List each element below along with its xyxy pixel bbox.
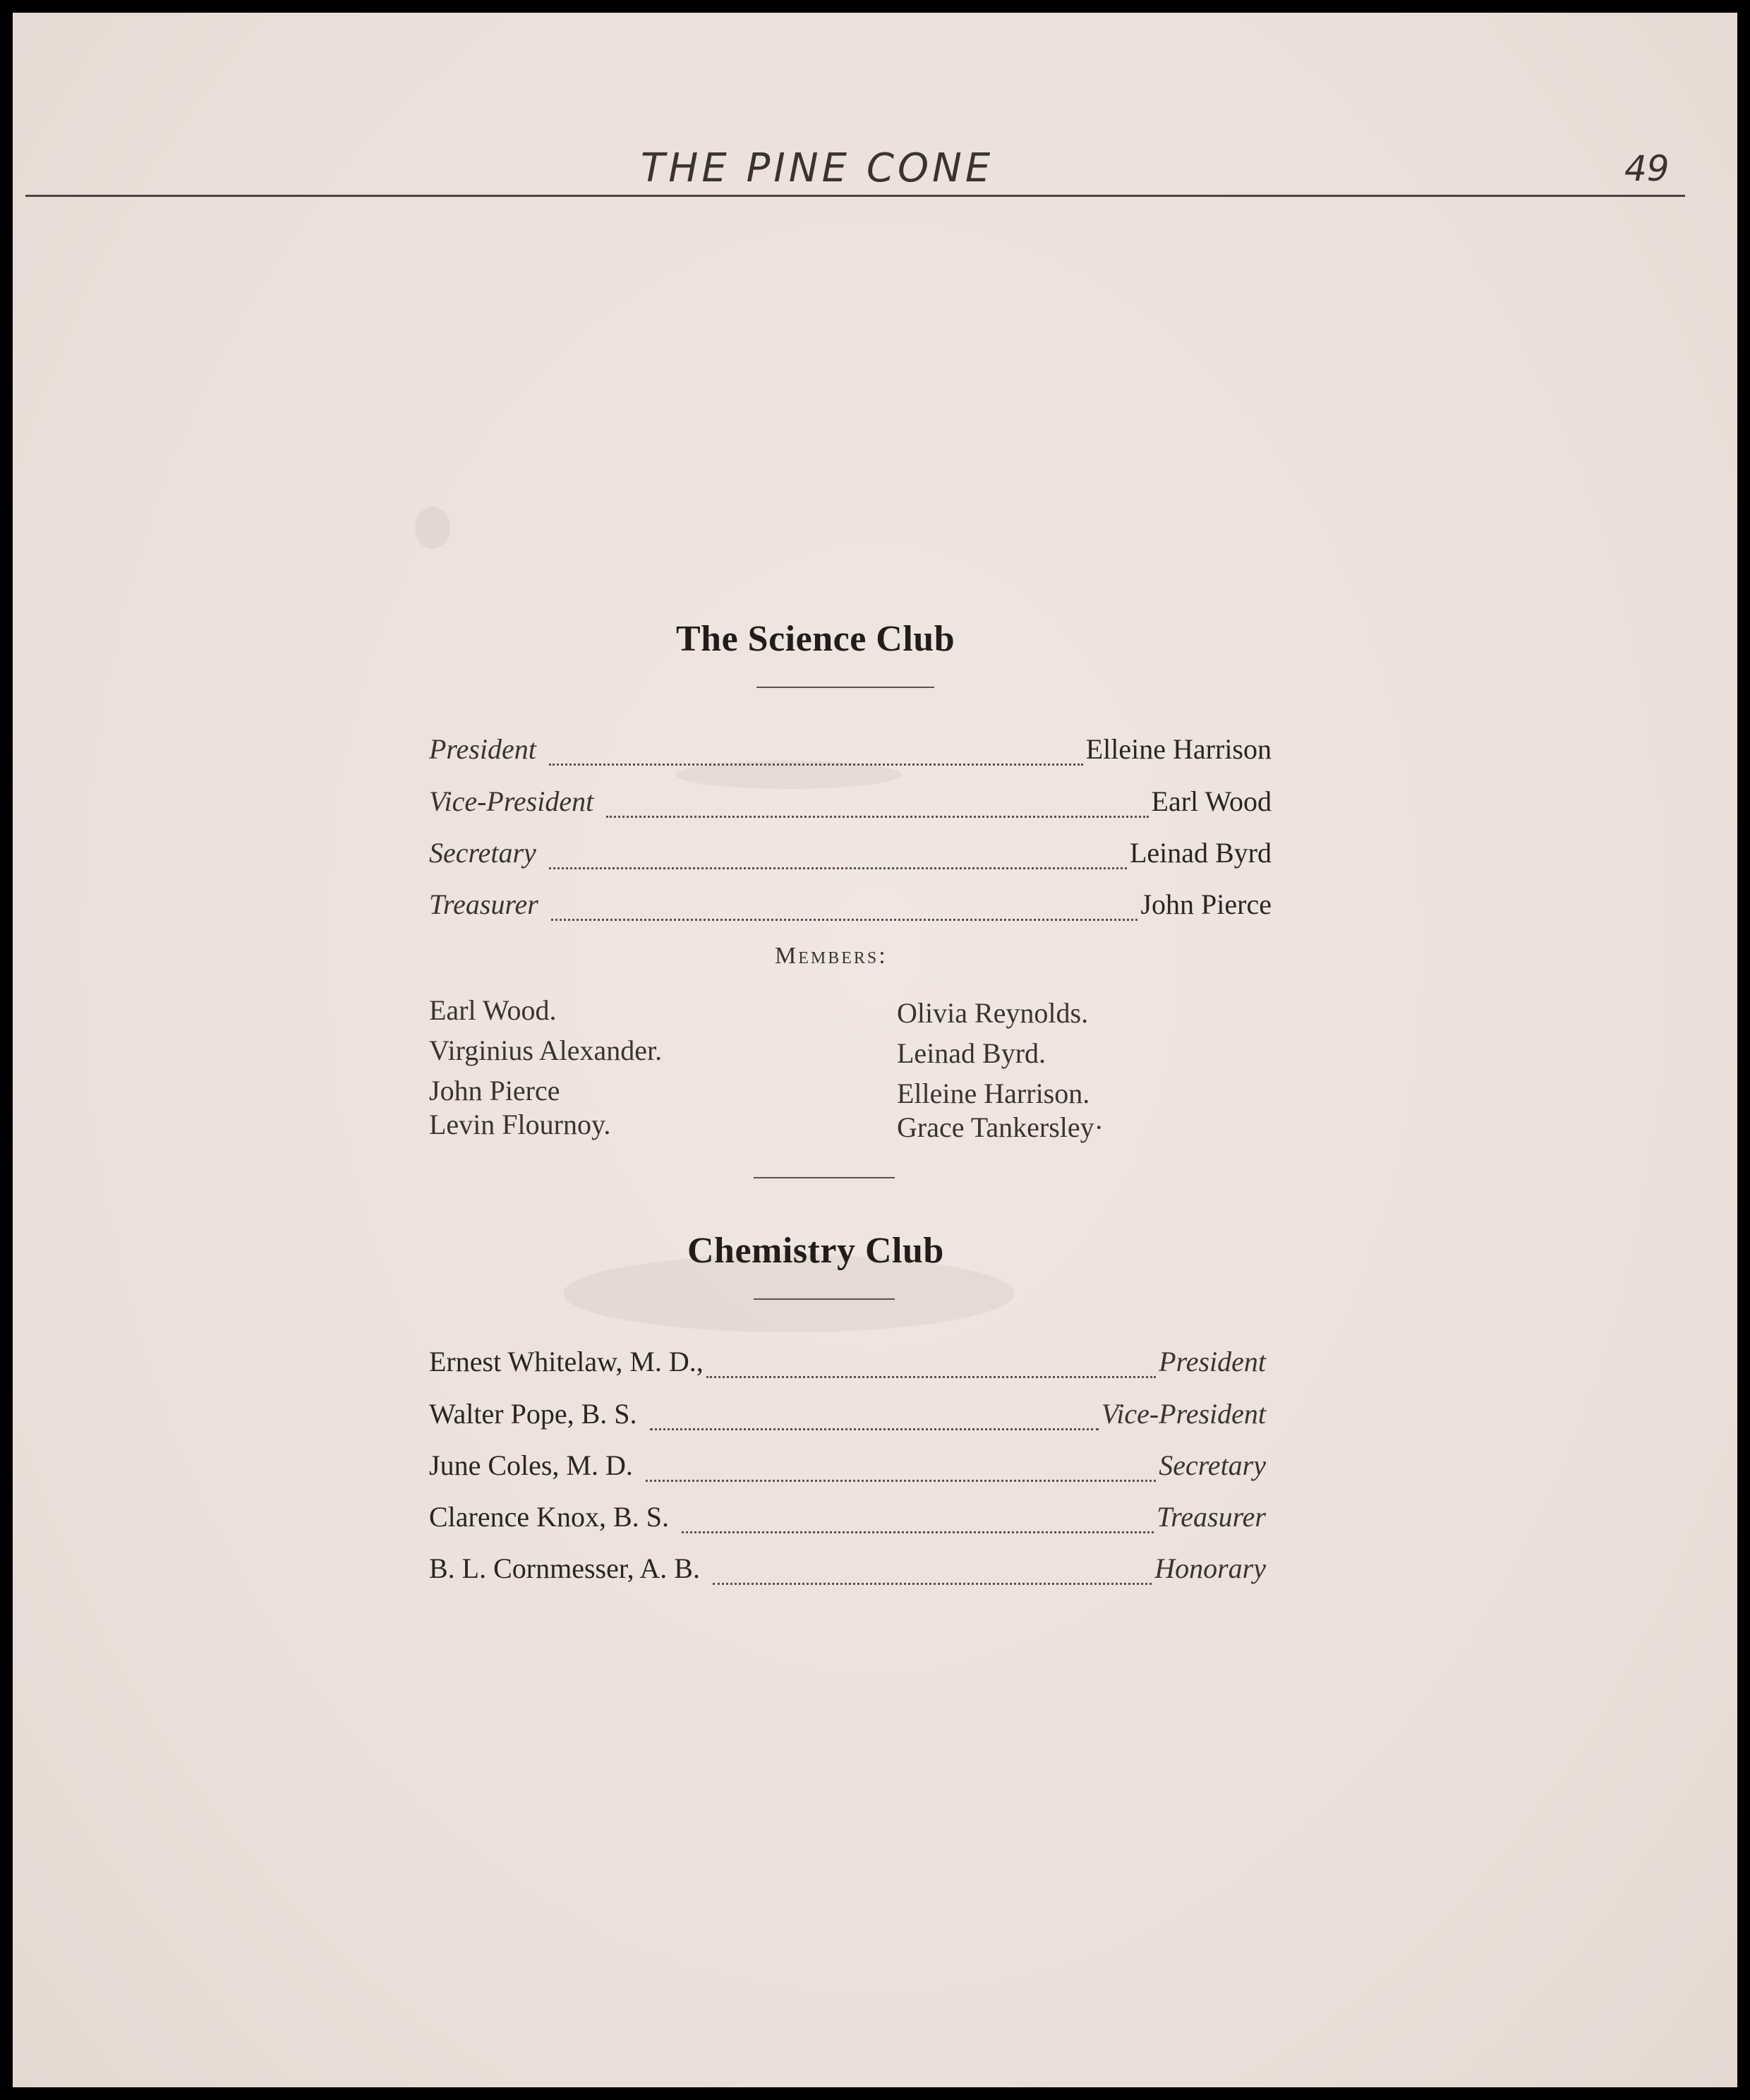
chemistry-officer-row	[429, 1500, 1266, 1540]
paper-stain	[415, 507, 450, 549]
officer-name: John Pierce	[1140, 888, 1272, 920]
dot-leader	[713, 1582, 1152, 1585]
officer-role: Vice-President	[1101, 1398, 1266, 1430]
publication-title: THE PINE CONE	[641, 145, 994, 191]
officer-name: Clarence Knox, B. S.	[429, 1501, 669, 1533]
member-name: Grace Tankersley·	[897, 1111, 1104, 1143]
chemistry-club-rule	[754, 1298, 895, 1300]
member-name: Olivia Reynolds.	[897, 997, 1089, 1029]
member-name: Levin Flournoy.	[429, 1109, 611, 1140]
officer-name: Leinad Byrd	[1129, 837, 1272, 869]
dot-leader	[650, 1428, 1099, 1430]
officer-name: Walter Pope, B. S.	[429, 1398, 637, 1430]
officer-role: Secretary	[429, 837, 536, 869]
officer-role: Secretary	[1159, 1449, 1266, 1481]
dot-leader	[646, 1479, 1156, 1482]
chemistry-officer-row	[429, 1449, 1266, 1488]
science-officer-row	[429, 836, 1272, 876]
dot-leader	[706, 1375, 1156, 1378]
member-name: John Pierce	[429, 1075, 560, 1106]
members-heading: Members:	[775, 943, 888, 969]
science-officer-row	[429, 785, 1272, 824]
science-club-title: The Science Club	[676, 619, 955, 659]
dot-leader	[549, 763, 1083, 766]
science-officer-row	[429, 732, 1272, 772]
officer-name: Elleine Harrison	[1085, 733, 1272, 765]
officer-name: June Coles, M. D.	[429, 1449, 633, 1481]
member-name: Earl Wood.	[429, 994, 557, 1026]
chemistry-officer-row	[429, 1345, 1266, 1384]
dot-leader	[606, 815, 1148, 818]
page-number: 49	[1624, 148, 1670, 189]
officer-role: Treasurer	[1157, 1501, 1266, 1533]
chemistry-club-title: Chemistry Club	[687, 1231, 944, 1271]
officer-name: Ernest Whitelaw, M. D.,	[429, 1346, 704, 1377]
officer-role: Vice-President	[429, 785, 594, 817]
officer-role: Honorary	[1154, 1552, 1266, 1584]
officer-role: President	[1159, 1346, 1266, 1377]
section-divider	[754, 1177, 895, 1178]
member-name: Virginius Alexander.	[429, 1034, 663, 1066]
page	[13, 13, 1737, 2087]
dot-leader	[551, 918, 1138, 921]
member-name: Elleine Harrison.	[897, 1078, 1090, 1109]
officer-role: President	[429, 733, 536, 765]
running-head	[13, 13, 1737, 196]
officer-name: Earl Wood	[1151, 785, 1272, 817]
chemistry-officer-row	[429, 1552, 1266, 1591]
officer-name: B. L. Cornmesser, A. B.	[429, 1552, 700, 1584]
member-name: Leinad Byrd.	[897, 1037, 1046, 1069]
dot-leader	[682, 1531, 1154, 1533]
dot-leader	[549, 867, 1127, 869]
officer-role: Treasurer	[429, 888, 538, 920]
science-officer-row	[429, 888, 1272, 927]
header-rule	[25, 195, 1685, 197]
chemistry-officer-row	[429, 1397, 1266, 1437]
science-club-rule	[756, 687, 934, 688]
